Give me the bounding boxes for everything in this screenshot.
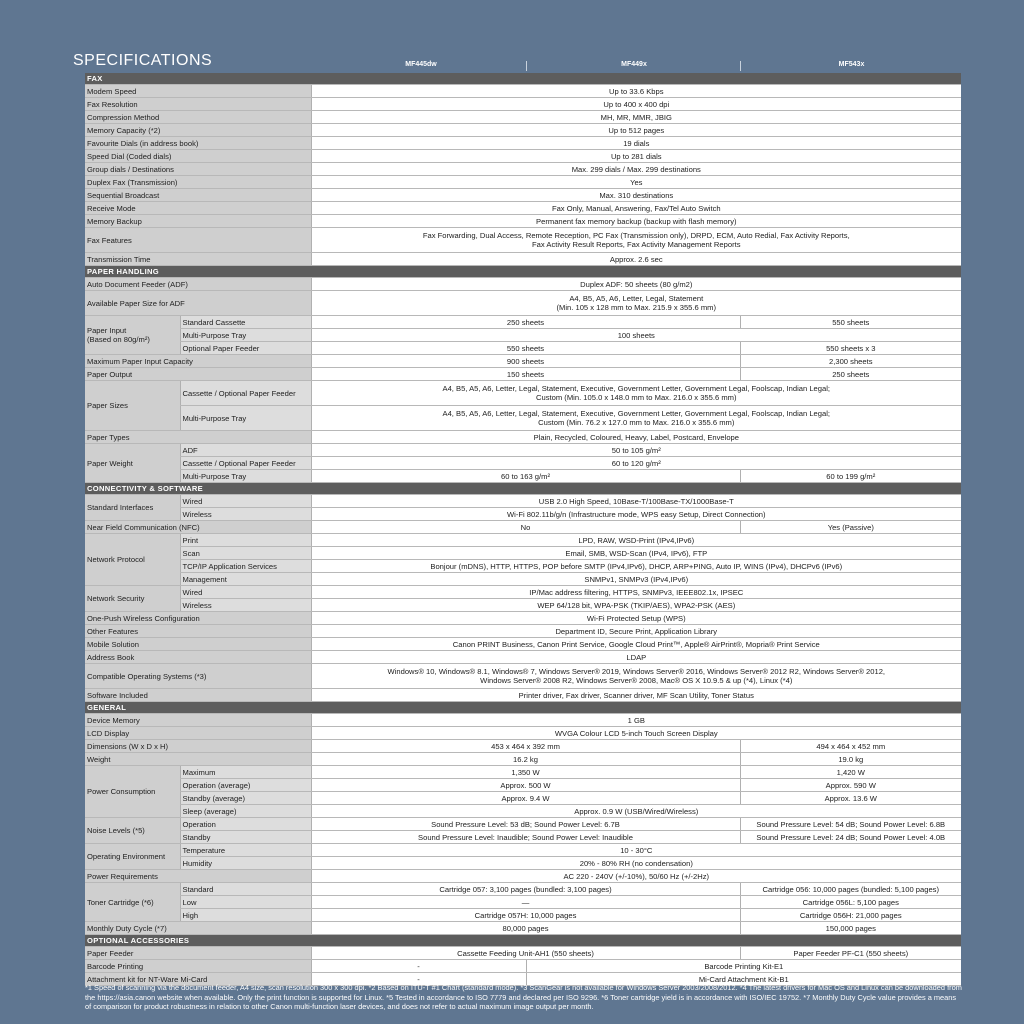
spec-value: Sound Pressure Level: 24 dB; Sound Power Level: 4.0B: [740, 831, 961, 844]
spec-sublabel: Low: [180, 896, 311, 909]
spec-value: Sound Pressure Level: Inaudible; Sound Power Level: Inaudible: [311, 831, 740, 844]
spec-value: 60 to 199 g/m²: [740, 470, 961, 483]
section-title: OPTIONAL ACCESSORIES: [85, 935, 961, 947]
spec-label: Attachment kit for NT-Ware Mi-Card: [85, 973, 311, 986]
spec-value: A4, B5, A5, A6, Letter, Legal, Statement (Min. 105 x 128 mm to Max. 215.9 x 355.6 mm): [311, 291, 961, 316]
table-row: [85, 470, 961, 483]
table-row: [85, 316, 961, 329]
spec-label: Compression Method: [85, 111, 311, 124]
spec-label: Fax Features: [85, 228, 311, 253]
spec-value: Approx. 13.6 W: [740, 792, 961, 805]
table-row: [85, 740, 961, 753]
spec-sublabel: Multi-Purpose Tray: [180, 470, 311, 483]
table-row: [85, 947, 961, 960]
table-row: [85, 163, 961, 176]
section-header-fax: [85, 73, 961, 85]
spec-value: USB 2.0 High Speed, 10Base-T/100Base-TX/1000Base-T: [311, 495, 961, 508]
spec-value: Department ID, Secure Print, Application Library: [311, 625, 961, 638]
spec-value: Permanent fax memory backup (backup with flash memory): [311, 215, 961, 228]
table-row: [85, 870, 961, 883]
spec-label: Available Paper Size for ADF: [85, 291, 311, 316]
spec-value: WVGA Colour LCD 5-inch Touch Screen Display: [311, 727, 961, 740]
table-row: [85, 664, 961, 689]
spec-label: Standard Interfaces: [85, 495, 180, 521]
spec-label: Software Included: [85, 689, 311, 702]
table-row: [85, 727, 961, 740]
spec-value: Fax Forwarding, Dual Access, Remote Reception, PC Fax (Transmission only), DRPD, ECM, Auto Redial, Fax Activity Reports, Fax Activity Result Reports, Fax Activity Management Reports: [311, 228, 961, 253]
table-row: [85, 189, 961, 202]
spec-label: Near Field Communication (NFC): [85, 521, 311, 534]
spec-value: 1,420 W: [740, 766, 961, 779]
footnotes: *1 Speed of scanning via the document feeder, A4 size, scan resolution 300 x 300 dpi. *2 Based on ITU-T #1 Chart (standard mode). *3 ScanGear is not available for Windows Server 2003/2008/2012. *4 The latest drivers for Mac OS and Linux can be downloaded from the https://asia.canon website when available. Only the print function is supported for Linux. *5 Tested in accordance to ISO 7779 and declared per ISO 9296. *6 Toner cartridge yield is in accordance with ISO/IEC 19752. *7 Monthly Duty Cycle value provides a means of comparison for product robustness in relation to other Canon multi-function laser devices, and does not refer to actual maximum image output per month.: [85, 983, 962, 1012]
table-row: [85, 228, 961, 253]
table-row: [85, 329, 961, 342]
spec-label: Paper Types: [85, 431, 311, 444]
spec-value: 550 sheets: [311, 342, 740, 355]
spec-label: Paper Sizes: [85, 381, 180, 431]
spec-label: Other Features: [85, 625, 311, 638]
spec-label: Maximum Paper Input Capacity: [85, 355, 311, 368]
table-row: [85, 85, 961, 98]
table-row: [85, 714, 961, 727]
spec-sublabel: Cassette / Optional Paper Feeder: [180, 381, 311, 406]
spec-sublabel: Operation: [180, 818, 311, 831]
spec-label: Modem Speed: [85, 85, 311, 98]
spec-sublabel: Standard Cassette: [180, 316, 311, 329]
spec-value: 250 sheets: [311, 316, 740, 329]
spec-value: Max. 299 dials / Max. 299 destinations: [311, 163, 961, 176]
table-row: [85, 560, 961, 573]
table-row: [85, 792, 961, 805]
spec-value: Approx. 0.9 W (USB/Wired/Wireless): [311, 805, 961, 818]
table-row: [85, 844, 961, 857]
spec-value: Duplex ADF: 50 sheets (80 g/m2): [311, 278, 961, 291]
section-title: CONNECTIVITY & SOFTWARE: [85, 483, 961, 495]
spec-value: LDAP: [311, 651, 961, 664]
spec-value: Up to 281 dials: [311, 150, 961, 163]
spec-label: Mobile Solution: [85, 638, 311, 651]
table-row: [85, 521, 961, 534]
spec-sublabel: Sleep (average): [180, 805, 311, 818]
spec-value: 150 sheets: [311, 368, 740, 381]
spec-value: Sound Pressure Level: 53 dB; Sound Power Level: 6.7B: [311, 818, 740, 831]
spec-value: A4, B5, A5, A6, Letter, Legal, Statement, Executive, Government Letter, Government Legal, Foolscap, Indian Legal; Custom (Min. 105.0 x 148.0 mm to Max. 216.0 x 355.6 mm): [311, 381, 961, 406]
spec-value: -: [311, 960, 526, 973]
spec-value: Max. 310 destinations: [311, 189, 961, 202]
spec-sublabel: Wired: [180, 586, 311, 599]
spec-sublabel: Multi-Purpose Tray: [180, 329, 311, 342]
spec-value: Up to 33.6 Kbps: [311, 85, 961, 98]
spec-value: Sound Pressure Level: 54 dB; Sound Power Level: 6.8B: [740, 818, 961, 831]
spec-value: Approx. 9.4 W: [311, 792, 740, 805]
spec-value: SNMPv1, SNMPv3 (IPv4,IPv6): [311, 573, 961, 586]
page-title: SPECIFICATIONS: [73, 52, 213, 69]
spec-value: Cartridge 056: 10,000 pages (bundled: 5,100 pages): [740, 883, 961, 896]
spec-label: Device Memory: [85, 714, 311, 727]
table-row: [85, 444, 961, 457]
table-row: [85, 176, 961, 189]
table-row: [85, 547, 961, 560]
table-row: [85, 111, 961, 124]
spec-label: Favourite Dials (in address book): [85, 137, 311, 150]
spec-value: Barcode Printing Kit-E1: [526, 960, 961, 973]
column-header-mf543x: MF543x: [740, 61, 962, 71]
table-row: [85, 883, 961, 896]
spec-sublabel: Print: [180, 534, 311, 547]
spec-sublabel: High: [180, 909, 311, 922]
spec-value: Paper Feeder PF-C1 (550 sheets): [740, 947, 961, 960]
spec-label: Noise Levels (*5): [85, 818, 180, 844]
table-row: [85, 495, 961, 508]
spec-value: 2,300 sheets: [740, 355, 961, 368]
spec-value: Approx. 2.6 sec: [311, 253, 961, 266]
spec-label: Monthly Duty Cycle (*7): [85, 922, 311, 935]
section-header-paper-handling: [85, 266, 961, 278]
spec-label: Dimensions (W x D x H): [85, 740, 311, 753]
spec-value: Yes (Passive): [740, 521, 961, 534]
spec-sublabel: ADF: [180, 444, 311, 457]
section-title: FAX: [85, 73, 961, 85]
spec-label: Paper Output: [85, 368, 311, 381]
spec-value: 1 GB: [311, 714, 961, 727]
spec-sublabel: Standby (average): [180, 792, 311, 805]
spec-sublabel: Wireless: [180, 508, 311, 521]
spec-value: 16.2 kg: [311, 753, 740, 766]
section-header-optional-accessories: [85, 935, 961, 947]
spec-label: LCD Display: [85, 727, 311, 740]
spec-value: 453 x 464 x 392 mm: [311, 740, 740, 753]
spec-label: Duplex Fax (Transmission): [85, 176, 311, 189]
table-row: [85, 612, 961, 625]
spec-value: Approx. 590 W: [740, 779, 961, 792]
table-row: [85, 573, 961, 586]
spec-value: 550 sheets x 3: [740, 342, 961, 355]
table-row: [85, 150, 961, 163]
spec-label: Power Consumption: [85, 766, 180, 818]
spec-label: Speed Dial (Coded dials): [85, 150, 311, 163]
spec-value: 80,000 pages: [311, 922, 740, 935]
spec-value: 100 sheets: [311, 329, 961, 342]
table-row: [85, 896, 961, 909]
spec-sublabel: Operation (average): [180, 779, 311, 792]
spec-value: 19 dials: [311, 137, 961, 150]
table-row: [85, 534, 961, 547]
spec-value: AC 220 - 240V (+/-10%), 50/60 Hz (+/-2Hz): [311, 870, 961, 883]
spec-header: [73, 52, 961, 72]
table-row: [85, 368, 961, 381]
table-row: [85, 805, 961, 818]
spec-value: 20% - 80% RH (no condensation): [311, 857, 961, 870]
spec-label: One-Push Wireless Configuration: [85, 612, 311, 625]
spec-value: 150,000 pages: [740, 922, 961, 935]
table-row: [85, 599, 961, 612]
table-row: [85, 818, 961, 831]
spec-value: 1,350 W: [311, 766, 740, 779]
table-row: [85, 278, 961, 291]
spec-value: Cartridge 057H: 10,000 pages: [311, 909, 740, 922]
table-row: [85, 457, 961, 470]
spec-value: Approx. 500 W: [311, 779, 740, 792]
spec-value: Yes: [311, 176, 961, 189]
spec-label: Group dials / Destinations: [85, 163, 311, 176]
spec-value: IP/Mac address filtering, HTTPS, SNMPv3, IEEE802.1x, IPSEC: [311, 586, 961, 599]
table-row: [85, 355, 961, 368]
spec-value: 550 sheets: [740, 316, 961, 329]
spec-sublabel: Wireless: [180, 599, 311, 612]
spec-label: Toner Cartridge (*6): [85, 883, 180, 922]
table-row: [85, 586, 961, 599]
spec-value: 60 to 120 g/m²: [311, 457, 961, 470]
table-row: [85, 253, 961, 266]
spec-sheet: [11, 0, 1013, 1024]
table-row: [85, 291, 961, 316]
spec-value: 50 to 105 g/m²: [311, 444, 961, 457]
table-row: [85, 857, 961, 870]
spec-value: Printer driver, Fax driver, Scanner driver, MF Scan Utility, Toner Status: [311, 689, 961, 702]
spec-label: Paper Input (Based on 80g/m²): [85, 316, 180, 355]
spec-value: 19.0 kg: [740, 753, 961, 766]
spec-value: 900 sheets: [311, 355, 740, 368]
table-row: [85, 98, 961, 111]
table-row: [85, 689, 961, 702]
spec-value: Plain, Recycled, Coloured, Heavy, Label, Postcard, Envelope: [311, 431, 961, 444]
section-title: PAPER HANDLING: [85, 266, 961, 278]
spec-label: Receive Mode: [85, 202, 311, 215]
spec-sublabel: Humidity: [180, 857, 311, 870]
table-row: [85, 215, 961, 228]
spec-label: Auto Document Feeder (ADF): [85, 278, 311, 291]
spec-label: Memory Backup: [85, 215, 311, 228]
spec-sublabel: Maximum: [180, 766, 311, 779]
spec-label: Network Security: [85, 586, 180, 612]
spec-value: Cartridge 056L: 5,100 pages: [740, 896, 961, 909]
spec-label: Paper Feeder: [85, 947, 311, 960]
table-row: [85, 342, 961, 355]
spec-value: 494 x 464 x 452 mm: [740, 740, 961, 753]
spec-sublabel: Standard: [180, 883, 311, 896]
column-header-mf449x: MF449x: [526, 61, 741, 71]
spec-label: Memory Capacity (*2): [85, 124, 311, 137]
table-row: [85, 381, 961, 406]
spec-label: Compatible Operating Systems (*3): [85, 664, 311, 689]
spec-sublabel: Scan: [180, 547, 311, 560]
spec-value: 10 - 30°C: [311, 844, 961, 857]
spec-label: Weight: [85, 753, 311, 766]
spec-sublabel: Optional Paper Feeder: [180, 342, 311, 355]
table-row: [85, 137, 961, 150]
spec-label: Network Protocol: [85, 534, 180, 586]
spec-value: Cartridge 056H: 21,000 pages: [740, 909, 961, 922]
section-header-general: [85, 702, 961, 714]
table-row: [85, 753, 961, 766]
table-row: [85, 779, 961, 792]
spec-label: Sequential Broadcast: [85, 189, 311, 202]
table-row: [85, 638, 961, 651]
spec-value: 250 sheets: [740, 368, 961, 381]
table-row: [85, 766, 961, 779]
spec-sublabel: Cassette / Optional Paper Feeder: [180, 457, 311, 470]
spec-label: Power Requirements: [85, 870, 311, 883]
spec-value: A4, B5, A5, A6, Letter, Legal, Statement, Executive, Government Letter, Government Legal, Foolscap, Indian Legal; Custom (Min. 76.2 x 127.0 mm to Max. 216.0 x 355.6 mm): [311, 406, 961, 431]
spec-sublabel: Standby: [180, 831, 311, 844]
table-row: [85, 508, 961, 521]
spec-value: LPD, RAW, WSD-Print (IPv4,IPv6): [311, 534, 961, 547]
table-row: [85, 831, 961, 844]
table-row: [85, 431, 961, 444]
spec-value: Email, SMB, WSD-Scan (IPv4, IPv6), FTP: [311, 547, 961, 560]
table-row: [85, 922, 961, 935]
spec-value: MH, MR, MMR, JBIG: [311, 111, 961, 124]
spec-value: Up to 512 pages: [311, 124, 961, 137]
spec-value: Cassette Feeding Unit-AH1 (550 sheets): [311, 947, 740, 960]
spec-value: Wi-Fi Protected Setup (WPS): [311, 612, 961, 625]
spec-value: Up to 400 x 400 dpi: [311, 98, 961, 111]
table-row: [85, 202, 961, 215]
spec-sublabel: Multi-Purpose Tray: [180, 406, 311, 431]
spec-value: Fax Only, Manual, Answering, Fax/Tel Auto Switch: [311, 202, 961, 215]
spec-sublabel: Wired: [180, 495, 311, 508]
spec-value: Bonjour (mDNS), HTTP, HTTPS, POP before SMTP (IPv4,IPv6), DHCP, ARP+PING, Auto IP, WINS (IPv4), DHCPv6 (IPv6): [311, 560, 961, 573]
spec-value: -: [311, 973, 526, 986]
column-header-mf445dw: MF445dw: [405, 61, 437, 68]
spec-value: —: [311, 896, 740, 909]
table-row: [85, 960, 961, 973]
section-title: GENERAL: [85, 702, 961, 714]
spec-table: [85, 73, 961, 986]
spec-sublabel: Temperature: [180, 844, 311, 857]
table-row: [85, 909, 961, 922]
spec-label: Fax Resolution: [85, 98, 311, 111]
spec-label: Paper Weight: [85, 444, 180, 483]
spec-value: Wi-Fi 802.11b/g/n (Infrastructure mode, WPS easy Setup, Direct Connection): [311, 508, 961, 521]
table-row: [85, 406, 961, 431]
spec-value: WEP 64/128 bit, WPA-PSK (TKIP/AES), WPA2-PSK (AES): [311, 599, 961, 612]
spec-value: Canon PRINT Business, Canon Print Service, Google Cloud Print™, Apple® AirPrint®, Mopria® Print Service: [311, 638, 961, 651]
spec-value: No: [311, 521, 740, 534]
spec-sublabel: Management: [180, 573, 311, 586]
table-row: [85, 625, 961, 638]
spec-sublabel: TCP/IP Application Services: [180, 560, 311, 573]
spec-label: Barcode Printing: [85, 960, 311, 973]
table-row: [85, 124, 961, 137]
table-row: [85, 651, 961, 664]
spec-label: Operating Environment: [85, 844, 180, 870]
section-header-connectivity-software: [85, 483, 961, 495]
spec-value: Mi-Card Attachment Kit-B1: [526, 973, 961, 986]
spec-value: 60 to 163 g/m²: [311, 470, 740, 483]
spec-value: Cartridge 057: 3,100 pages (bundled: 3,100 pages): [311, 883, 740, 896]
spec-value: Windows® 10, Windows® 8.1, Windows® 7, Windows Server® 2019, Windows Server® 2016, Windows Server® 2012 R2, Windows Server® 2012, Windows Server® 2008 R2, Windows Server® 2008, Mac® OS X 10.9.5 & up (*4), Linux (*4): [311, 664, 961, 689]
spec-label: Address Book: [85, 651, 311, 664]
spec-label: Transmission Time: [85, 253, 311, 266]
